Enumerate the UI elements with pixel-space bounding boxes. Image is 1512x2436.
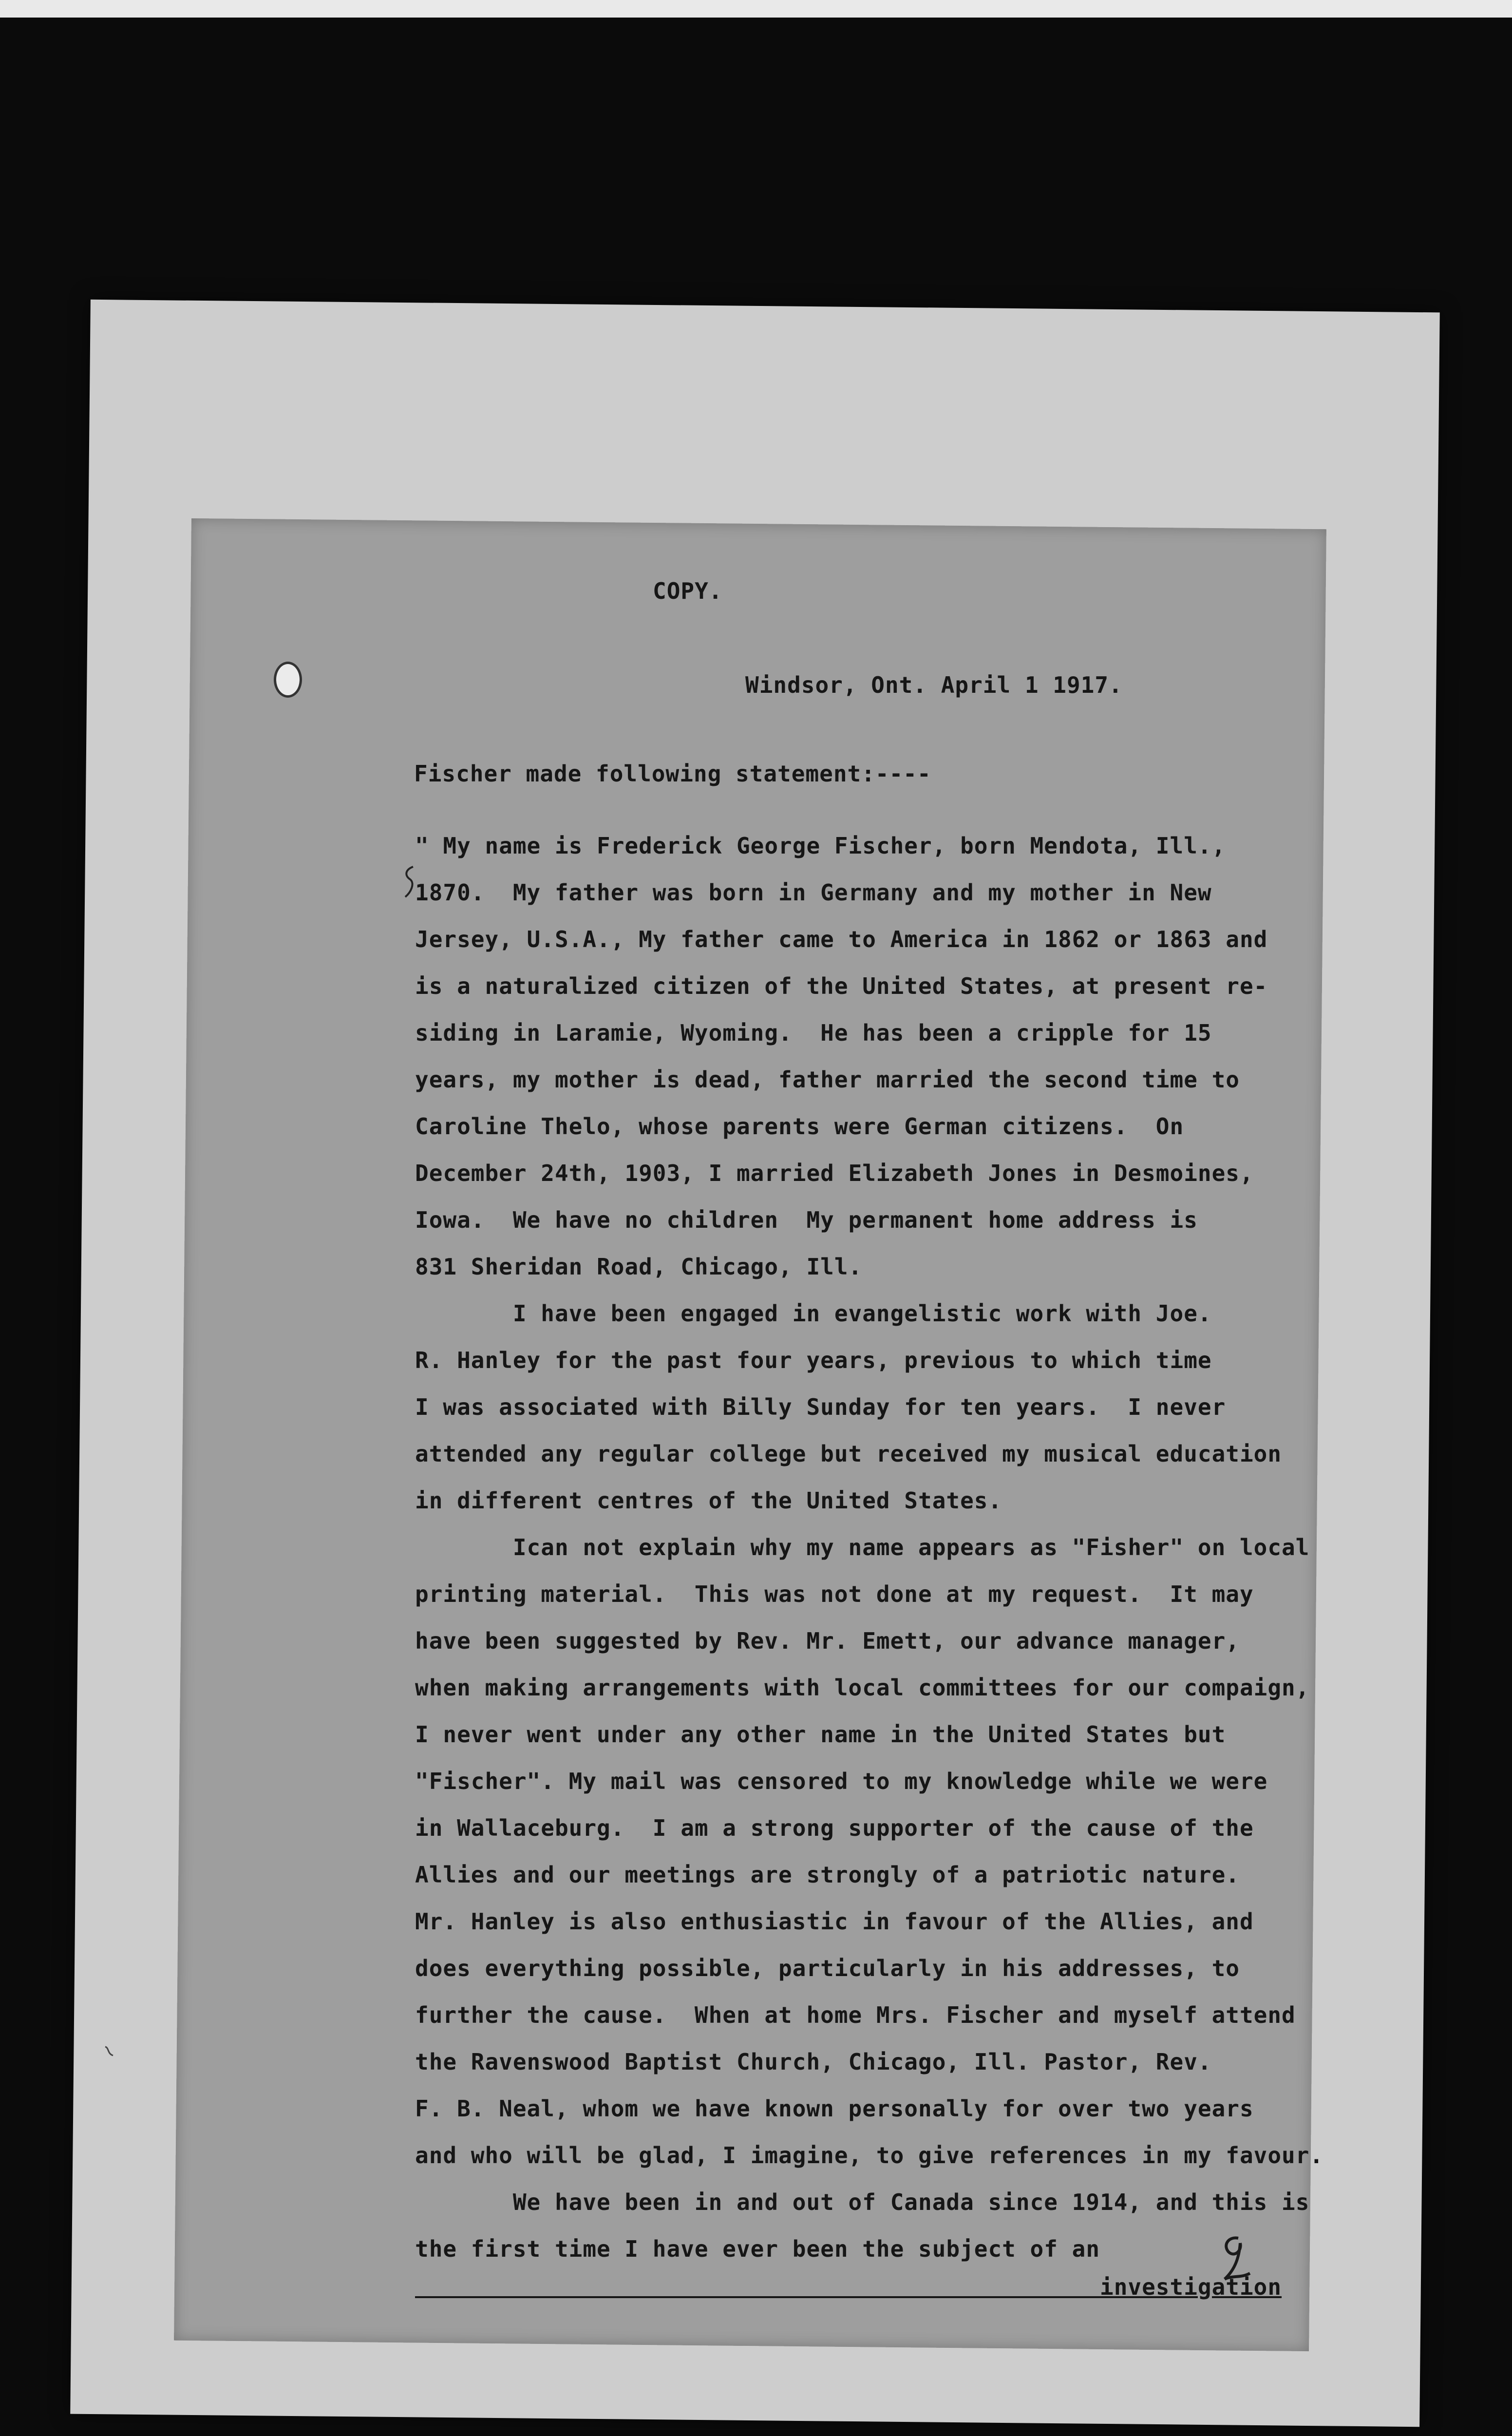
statement-line: does everything possible, particularly in his addresses, to [415, 1955, 1240, 1981]
handwritten-page-number [1214, 2231, 1253, 2285]
statement-line: Caroline Thelo, whose parents were German citizens. On [415, 1113, 1184, 1140]
statement-line: in Wallaceburg. I am a strong supporter of the cause of the [415, 1815, 1254, 1841]
statement-line: F. B. Neal, whom we have known personally for over two years [415, 2095, 1254, 2122]
film-top-edge [0, 0, 1512, 18]
statement-line: Jersey, U.S.A., My father came to America in 1862 or 1863 and [415, 926, 1268, 952]
statement-line: I never went under any other name in the United States but [415, 1721, 1226, 1748]
statement-line: " My name is Frederick George Fischer, born Mendota, Ill., [415, 833, 1226, 859]
statement-line: 831 Sheridan Road, Chicago, Ill. [415, 1254, 863, 1280]
dateline: Windsor, Ont. April 1 1917. [745, 672, 1123, 698]
statement-body [415, 822, 1323, 2310]
statement-line: further the cause. When at home Mrs. Fischer and myself attend [415, 2002, 1296, 2028]
statement-line: Ican not explain why my name appears as "Fisher" on local [415, 1534, 1310, 1561]
statement-line: I was associated with Billy Sunday for ten years. I never [415, 1394, 1226, 1420]
statement-line: the first time I have ever been the subject of an [415, 2236, 1100, 2262]
statement-line: attended any regular college but received my musical education [415, 1441, 1282, 1467]
margin-tick-mark [102, 2044, 117, 2058]
statement-line: when making arrangements with local committees for our compaign, [415, 1675, 1310, 1701]
statement-line: "Fischer". My mail was censored to my knowledge while we were [415, 1768, 1268, 1794]
copy-heading: COPY. [653, 578, 723, 604]
statement-line: printing material. This was not done at my request. It may [415, 1581, 1254, 1607]
statement-line: We have been in and out of Canada since 1914, and this is [415, 2189, 1310, 2215]
lead-line: Fischer made following statement:---- [414, 761, 931, 787]
statement-line: Mr. Hanley is also enthusiastic in favour of the Allies, and [415, 1908, 1254, 1935]
statement-line: years, my mother is dead, father married the second time to [415, 1066, 1240, 1093]
statement-line: 1870. My father was born in Germany and my mother in New [415, 879, 1212, 906]
punch-hole [274, 662, 302, 698]
statement-line: investigation [415, 2274, 1282, 2300]
statement-line: and who will be glad, I imagine, to give references in my favour. [415, 2142, 1324, 2169]
statement-line: December 24th, 1903, I married Elizabeth Jones in Desmoines, [415, 1160, 1254, 1186]
statement-line: I have been engaged in evangelistic work with Joe. [415, 1300, 1212, 1327]
statement-line: the Ravenswood Baptist Church, Chicago, Ill. Pastor, Rev. [415, 2049, 1212, 2075]
statement-line: in different centres of the United States. [415, 1487, 1002, 1514]
statement-line: Iowa. We have no children My permanent home address is [415, 1207, 1198, 1233]
statement-line: siding in Laramie, Wyoming. He has been a cripple for 15 [415, 1020, 1212, 1046]
statement-line: Allies and our meetings are strongly of a patriotic nature. [415, 1862, 1240, 1888]
statement-line: have been suggested by Rev. Mr. Emett, our advance manager, [415, 1628, 1240, 1654]
statement-line: R. Hanley for the past four years, previous to which time [415, 1347, 1212, 1373]
statement-line: is a naturalized citizen of the United States, at present re- [415, 973, 1268, 999]
margin-pencil-mark [402, 865, 417, 899]
